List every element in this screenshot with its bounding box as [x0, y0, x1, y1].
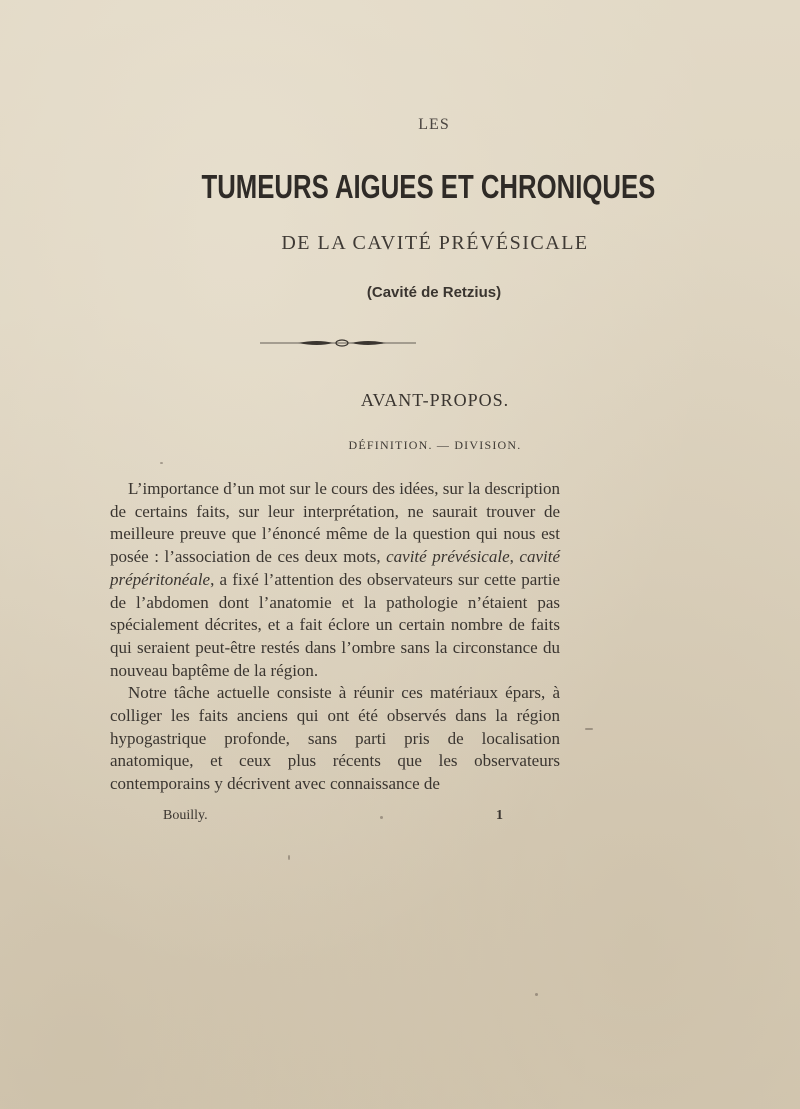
section-heading: AVANT-PROPOS. [360, 390, 510, 410]
paper-speck [380, 816, 383, 819]
paper-speck [535, 993, 538, 996]
paragraph-1-text-b: , [509, 547, 520, 567]
parenthetical-title: (Cavité de Retzius) [366, 284, 502, 301]
page-number: 1 [496, 808, 503, 823]
italic-term-2: cavité prépéritonéale [110, 547, 560, 589]
paragraph-1-text-a: L’importance d’un mot sur le cours des idées, sur la description de certains faits, sur leur interprétation, ne saurait trouver de meilleure preuve que l’énoncé même de la question qui nous est posée : l’association de ces deux mots, [110, 479, 560, 567]
italic-term-1: cavité prévésicale [386, 547, 510, 567]
paper-speck [585, 728, 593, 730]
section-subheading: DÉFINITION. — DIVISION. [348, 438, 522, 452]
ornament-divider-icon [258, 336, 418, 350]
paper-speck [288, 855, 290, 860]
paragraph-1 [110, 478, 560, 682]
paragraph-1-text-c: , a fixé l’attention des observateurs sur cette partie de l’abdomen dont l’anatomie et la pathologie n’étaient pas spécialement décrites, et a fait éclore un certain nombre de faits qui seraient peut-être restés dans l’ombre sans la circonstance du nouveau baptême de la région. [110, 569, 560, 680]
main-title: TUMEURS AIGUES ET CHRONIQUES [201, 168, 656, 205]
subtitle: DE LA CAVITÉ PRÉVÉSICALE [281, 232, 589, 254]
running-title: LES [418, 116, 450, 133]
paper-speck [160, 462, 163, 464]
footer-author: Bouilly. [163, 808, 208, 823]
paragraph-2: Notre tâche actuelle consiste à réunir ces matériaux épars, à colliger les faits anciens qui ont été observés dans la région hypogastrique profonde, sans parti pris de localisation anatomique, et ceux plus récents que les observateurs contemporains y décrivent avec connaissance de [110, 683, 560, 794]
body-text [110, 478, 560, 796]
